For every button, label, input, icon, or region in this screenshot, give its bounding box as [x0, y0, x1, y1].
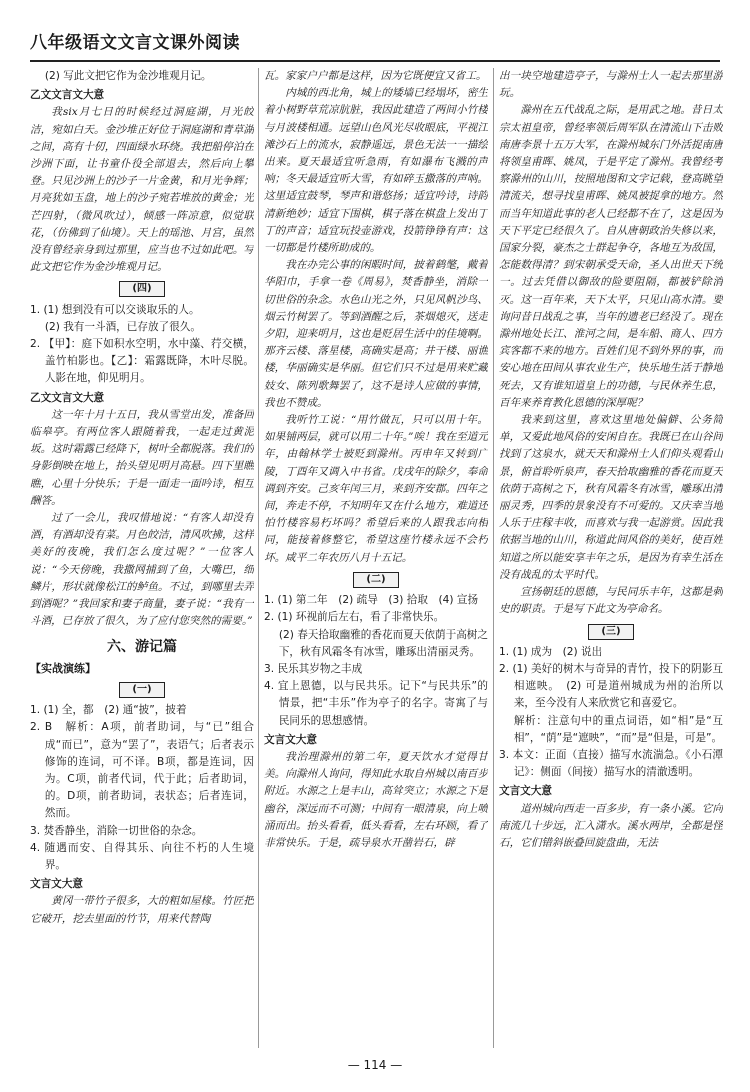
answer-line: 1. (1) 想到没有可以交谈取乐的人。 [30, 303, 200, 316]
section-label: 文言文大意 [30, 878, 83, 891]
section-label: 文言文大意 [499, 785, 552, 798]
translation-paragraph: 我来到这里，喜欢这里地处偏僻、公务简单，又爱此地风俗的安闲自在。我既已在山谷间找到了这泉水，就天天和滁州士人们仰头观看山景，俯首聆听泉声，春天拾取幽雅的香花而夏天依荫于高树之下，秋有风霜冬有冰雪，雕琢出清丽灵秀，四季的景象没有不可爱的。又庆幸当地人乐于庄稼丰收，而喜欢与我一起游赏。因此我依据当地的山川，称道此间风俗的美好，使百姓知道之所以能安享丰年之乐，是因为有幸生活在没有战乱的太平时代。 [499, 414, 723, 581]
column-divider [258, 68, 259, 1048]
translation-paragraph: 滁州在五代战乱之际，是用武之地。昔日太宗太祖皇帝，曾经率领后周军队在清流山下击败南唐李景十五万大军，在滁州城东门外活捉南唐将领皇甫晖、姚凤，于是平定了滁州。我曾经考察滁州的山川，按照地图和文字记载，登高眺望清流关，想寻找皇甫晖、姚凤被捉拿的地方。然而当年知道此事的老人已经都不在了，这是因为天下平定已经很久了。自从唐朝政治失修以来，国家分裂，豪杰之士群起争夺，各地互为敌国，怎能数得清？到宋朝承受天命，圣人出世天下统一。过去凭借以御敌的险要阻隔，都被铲除消灭。这一百年来，天下太平，只见山高水清。要询问昔日战乱之事，当年的遗老已经没了。现在滁州地处长江、淮河之间，是车船、商人、四方宾客都不来的地方。百姓们见不到外界的事，而安心地在田间从事农业生产，快乐地生活于静地死去，又有谁知道皇上的功德，与民休养生息，百年来养育教化恩德的深厚呢？ [499, 104, 723, 409]
exercise-badge: (二) [353, 572, 398, 588]
practice-heading: 【实战演练】 [30, 661, 96, 675]
answer-line: 2. (1) 环视前后左右，看了非常快乐。 [264, 611, 445, 624]
translation-paragraph: 我听竹工说：“用竹做瓦，只可以用十年。如果铺两层，就可以用二十年。”唉！我在至道元年，由翰林学士被贬到滁州。丙申年又转到广陵，丁酉年又调入中书省。戊戌年的除夕，奉命调到齐安。己亥年闰三月，来到齐安郡。四年之间，奔走不停，不知明年又在什么地方，难道还怕竹楼容易朽坏吗？希望后来的人跟我志向相同，能接着修整它，希望这座竹楼永远不会朽坏。咸平二年农历八月十五记。 [264, 414, 488, 564]
book-title: 八年级语文文言文课外阅读 [30, 33, 240, 53]
page-header [30, 20, 720, 62]
section-label: 乙文文言文大意 [30, 89, 105, 102]
translation-paragraph: 我six月七日的时候经过洞庭湖，月光皎洁，宛如白天。金沙堆正好位于洞庭湖和青草湖之间，高有十仞，四面绿水环绕。我把船停泊在沙洲下面，让书童仆役全部退去，然后向上攀登。只见沙洲上的沙子一片金黄，和月光争辉；月亮犹如玉盘，地上的沙子宛若堆放的黄金；光芒四射，（微风吹过），倾感一阵凉意，似觉联花，（仿佛到了仙境）。天上的瑶池、月宫，虽然没有曾经亲身到过那里，应当也不过如此吧。写此文把它作为金沙堆观月记。 [30, 106, 254, 274]
translation-paragraph: 宣扬朝廷的恩德，与民同乐丰年，这都是刺史的职责。于是写下此文为亭命名。 [499, 586, 723, 616]
answer-line: 3. 本文：正面（直接）描写水流湍急。《小石潭记》：侧面（间接）描写水的清澈透明。 [499, 748, 723, 779]
translation-paragraph: 我治理滁州的第二年，夏天饮水才觉得甘美。向滁州人询问，得知此水取自州城以南百步附近。水源之上是丰山，高耸突立；水源之下是幽谷，深远而不可测；中间有一眼清泉，向上喷涌而出。抬头看看，低头看看，左右环顾，看了非常快乐。于是，疏导泉水开凿岩石，辟 [264, 750, 488, 849]
section-label: 乙文文言文大意 [30, 391, 105, 404]
answer-line: 2. B 解析：A项，前者助词，与“已”组合成“而已”，意为“罢了”，表语气；后者表示修饰的连词，可不译。B项，都是连词，因为。C项，前者代词，代于此；后者助词，的。D项，前者助词，表状态；后者连词，然而。 [30, 721, 254, 820]
exercise-badge: (三) [588, 624, 633, 640]
answer-note: 解析：注意句中的重点词语，如“相”是“互相”，“荫”是“遮映”，“而”是“但是，可是”。 [513, 714, 723, 744]
answer-line: 1. (1) 成为 (2) 说出 [499, 645, 603, 658]
translation-paragraph: 黄冈一带竹子很多，大的粗如屋椽。竹匠把它破开，挖去里面的竹节，用来代替陶 [30, 895, 254, 925]
column-middle [264, 68, 488, 1048]
answer-line: (2) 春天拾取幽雅的香花而夏天依荫于高树之下，秋有风霜冬有冰雪，雕琢出清丽灵秀。 [278, 628, 488, 658]
page-number: — 114 — [347, 1058, 403, 1072]
translation-paragraph: 道州城向西走一百多步，有一条小溪。它向南流几十步远，汇入潇水。溪水两岸，全都是怪石，它们错斜嵌叠回旋盘曲，无法 [499, 802, 723, 849]
exercise-badge: (四) [119, 281, 164, 297]
column-right [499, 68, 723, 1048]
answer-line: (2) 我有一斗酒，已存放了很久。 [44, 320, 201, 333]
translation-paragraph: 过了一会儿，我叹惜地说：“有客人却没有酒，有酒却没有菜。月色皎洁，清风吹拂，这样美好的夜晚，我们怎么度过呢？”一位客人说：“今天傍晚，我撒网捕到了鱼，大嘴巴，细鳞片，形状就像松江的鲈鱼。不过，到哪里去弄到酒呢？”我回家和妻子商量，妻子说：“我有一斗酒，已存放了很久，为了应付您突然的需要。” [30, 512, 254, 628]
answer-line: 2. (1) 美好的树木与奇异的青竹，投下的阴影互相遮映。 (2) 可是道州城成为州的治所以来，至今没有人来欣赏它和喜爱它。 [499, 662, 723, 710]
translation-paragraph: 出一块空地建造亭子，与滁州士人一起去那里游玩。 [499, 70, 723, 100]
answer-line: 2. 【甲】：庭下如积水空明，水中藻、荇交横，盖竹柏影也。【乙】：霜露既降，木叶尽脱。人影在地，仰见明月。 [30, 338, 254, 385]
translation-paragraph: 瓦。家家户户都是这样，因为它既便宜又省工。 [264, 70, 487, 82]
column-left [30, 68, 254, 1048]
exercise-badge: (一) [119, 682, 164, 698]
chapter-heading: 六、游记篇 [107, 638, 177, 655]
answer-line: (2) 写此文把它作为金沙堆观月记。 [44, 70, 212, 82]
translation-paragraph: 这一年十月十五日，我从雪堂出发，准备回临皋亭。有两位客人跟随着我，一起走过黄泥坂。这时霜露已经降下，树叶全都脱落。我们的身影倒映在地上，抬头望见明月高悬。四下里瞧瞧，心里十分快乐；于是一面走一面吟诗，相互酬答。 [30, 408, 254, 507]
section-label: 文言文大意 [264, 733, 317, 746]
answer-line: 4. 随遇而安、自得其乐、向往不朽的人生境界。 [30, 841, 254, 871]
answer-line: 1. (1) 全，都 (2) 通“披”，披着 [30, 704, 187, 717]
answer-line: 3. 民乐其岁物之丰成 [264, 662, 363, 675]
translation-paragraph: 我在办完公事的闲暇时间，披着鹤氅，戴着华阳巾，手拿一卷《周易》，焚香静坐，消除一切世俗的杂念。水色山光之外，只见风帆沙鸟、烟云竹树罢了。等到酒醒之后，茶烟熄灭，送走夕阳，迎来明月，这也是贬居生活中的佳境啊。那齐云楼、落星楼，高确实是高；井干楼、丽谯楼，华丽确实是华丽。但它们只不过是用来贮藏妓女、陈列歌舞罢了，这不是诗人应做的事情，我也不赞成。 [264, 259, 488, 409]
column-divider [493, 68, 494, 1048]
answer-line: 3. 焚香静坐，消除一切世俗的杂念。 [30, 824, 203, 837]
answer-line: 1. (1) 第二年 (2) 疏导 (3) 拾取 (4) 宣扬 [264, 594, 479, 607]
answer-line: 4. 宜上恩德，以与民共乐。记下“与民共乐”的情景，把“丰乐”作为亭子的名字。寄寓了与民同乐的思想感情。 [264, 680, 488, 727]
translation-paragraph: 内城的西北角，城上的矮墙已经塌坏，密生着小树野草荒凉肮脏，我因此建造了两间小竹楼与月波楼相通。远望山色风光尽收眼底，平视江滩沙石上的流水，寂静遥远，景色无法一一描绘出来。夏天最适宜听急雨，有如瀑布飞溅的声响；冬天最适宜听大雪，有如碎玉撒落的声响。这里适宜鼓琴，琴声和谐悠扬；适宜吟诗，诗韵清新绝妙；适宜下围棋，棋子落在棋盘上发出丁丁的声音；适宜玩投壶游戏，投箭铮铮有声：这一切都是竹楼所助成的。 [264, 87, 488, 255]
